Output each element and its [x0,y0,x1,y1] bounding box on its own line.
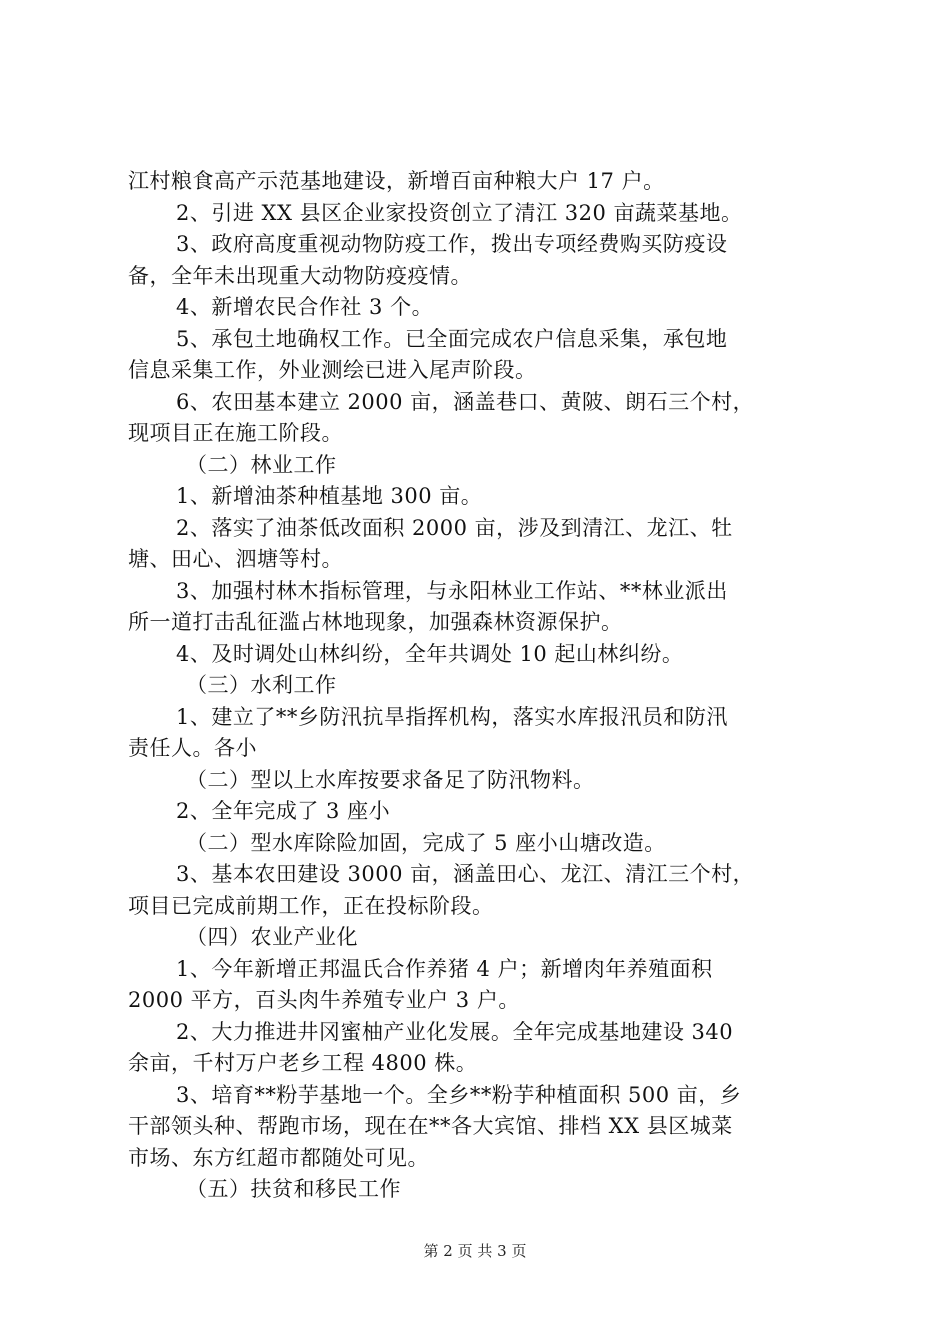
paragraph-line: 3、加强村林木指标管理，与永阳林业工作站、**林业派出 [176,578,728,603]
paragraph-line: 所一道打击乱征滥占林地现象，加强森林资源保护。 [128,610,623,634]
paragraph-line: 1、建立了**乡防汛抗旱指挥机构，落实水库报汛员和防汛 [176,704,728,729]
paragraph-line: 4、新增农民合作社 3 个。 [176,295,434,319]
paragraph-line: 5、承包土地确权工作。已全面完成农户信息采集，承包地 [176,326,728,351]
paragraph-line: 项目已完成前期工作，正在投标阶段。 [128,893,494,918]
paragraph-line: 2、落实了油茶低改面积 2000 亩，涉及到清江、龙江、牡 [176,515,733,540]
paragraph-line: 1、今年新增正邦温氏合作养猪 4 户；新增肉年养殖面积 [176,956,713,981]
paragraph-line: 信息采集工作，外业测绘已进入尾声阶段。 [128,358,537,382]
paragraph-line: 2、大力推进井冈蜜柚产业化发展。全年完成基地建设 340 [176,1019,734,1044]
paragraph-line: （二）型以上水库按要求备足了防汛物料。 [186,767,595,792]
paragraph-line: 干部领头种、帮跑市场，现在在**各大宾馆、排档 XX 县区城菜 [128,1114,733,1138]
paragraph-line: 塘、田心、泗塘等村。 [128,547,343,571]
paragraph-line: 备，全年未出现重大动物防疫疫情。 [128,263,472,288]
paragraph-line: 余亩，千村万户老乡工程 4800 株。 [128,1051,478,1075]
paragraph-line: 4、及时调处山林纠纷，全年共调处 10 起山林纠纷。 [176,641,684,666]
section-heading: （五）扶贫和移民工作 [186,1177,401,1201]
document-body [128,166,828,1206]
paragraph-line: （二）型水库除险加固，完成了 5 座小山塘改造。 [186,830,666,855]
paragraph-line: 2、全年完成了 3 座小 [176,799,391,823]
paragraph-line: 6、农田基本建立 2000 亩，涵盖巷口、黄陂、朗石三个村， [176,389,755,414]
section-heading: （四）农业产业化 [186,925,358,949]
paragraph-line: 市场、东方红超市都随处可见。 [128,1145,429,1170]
paragraph-line: 江村粮食高产示范基地建设，新增百亩种粮大户 17 户。 [128,169,665,193]
paragraph-line: 责任人。各小 [128,736,257,760]
section-heading: （二）林业工作 [186,452,337,477]
paragraph-line: 2000 平方，百头肉牛养殖专业户 3 户。 [128,988,520,1012]
section-heading: （三）水利工作 [186,673,337,697]
paragraph-line: 2、引进 XX 县区企业家投资创立了清江 320 亩蔬菜基地。 [176,200,743,225]
paragraph-line: 3、基本农田建设 3000 亩，涵盖田心、龙江、清江三个村， [176,862,755,886]
page-footer: 第 2 页 共 3 页 [423,1242,527,1260]
paragraph-line: 1、新增油茶种植基地 300 亩。 [176,484,483,508]
paragraph-line: 3、政府高度重视动物防疫工作，拨出专项经费购买防疫设 [176,232,728,256]
paragraph-line: 现项目正在施工阶段。 [128,421,343,445]
paragraph-line: 3、培育**粉芋基地一个。全乡**粉芋种植面积 500 亩，乡 [176,1082,742,1107]
